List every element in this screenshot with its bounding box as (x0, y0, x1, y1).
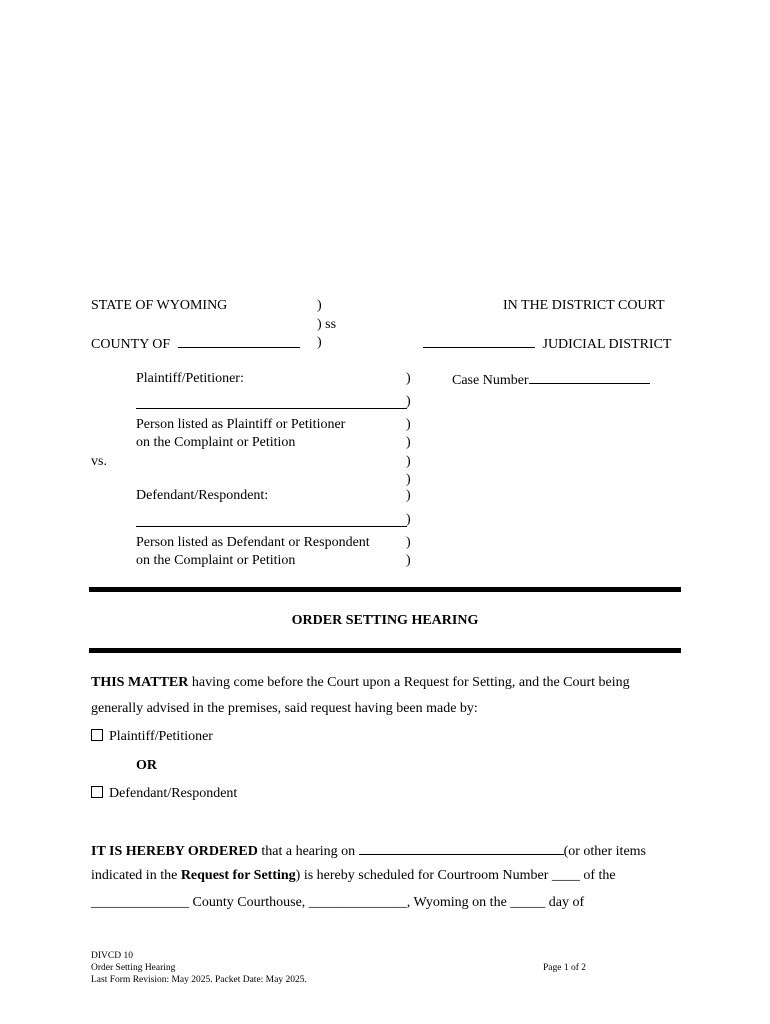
caption-paren: ) (406, 394, 411, 409)
matter-text: having come before the Court upon a Request for Setting, and the Court being (188, 675, 630, 690)
footer-form-name: Order Setting Hearing (91, 963, 176, 973)
caption-paren: ) (406, 535, 411, 550)
caption-paren: ) (406, 488, 411, 503)
plaintiff-label: Plaintiff/Petitioner: (136, 371, 244, 386)
county-label: COUNTY OF (91, 337, 171, 352)
hearing-subject-blank[interactable] (359, 841, 564, 855)
vs-label: vs. (91, 454, 107, 469)
caption-paren: ) (406, 512, 411, 527)
caption-paren: ) (406, 417, 411, 432)
caption-paren: ) (317, 298, 322, 313)
plaintiff-note-2: on the Complaint or Petition (136, 435, 296, 450)
case-number-label: Case Number (452, 373, 529, 388)
line2-a: indicated in the (91, 868, 181, 883)
county-row (91, 334, 300, 354)
case-number-blank[interactable] (529, 370, 650, 384)
district-blank[interactable] (423, 334, 535, 348)
caption-paren: ) (406, 435, 411, 450)
defendant-note-1: Person listed as Defendant or Respondent (136, 535, 370, 550)
plaintiff-checkbox[interactable] (91, 729, 103, 741)
caption-paren: ) (317, 335, 322, 350)
defendant-note-2: on the Complaint or Petition (136, 553, 296, 568)
footer-form-id: DIVCD 10 (91, 951, 133, 961)
ordered-bold: IT IS HEREBY ORDERED (91, 844, 258, 859)
caption-paren: ) (406, 454, 411, 469)
line2-b: ) is hereby scheduled for Courtroom Number ____ of the (295, 868, 616, 883)
option-plaintiff[interactable] (91, 728, 213, 746)
ordered-line2 (91, 867, 616, 885)
matter-paragraph-line1 (91, 674, 630, 692)
ordered-text: that a hearing on (257, 844, 359, 859)
order-title: ORDER SETTING HEARING (291, 613, 479, 628)
title-rule-top (89, 587, 681, 592)
footer-page: Page 1 of 2 (543, 963, 587, 973)
ordered-line3: ______________ County Courthouse, ______________, Wyoming on the _____ day of (91, 895, 585, 910)
matter-paragraph-line2: generally advised in the premises, said request having been made by: (91, 701, 478, 716)
district-row (423, 334, 671, 354)
defendant-label: Defendant/Respondent: (136, 488, 269, 503)
plaintiff-note-1: Person listed as Plaintiff or Petitioner (136, 417, 346, 432)
or-label: OR (136, 758, 157, 773)
footer-revision: Last Form Revision: May 2025. Packet Date: May 2025. (91, 975, 307, 985)
judicial-district-label: JUDICIAL DISTRICT (542, 337, 672, 352)
matter-bold: THIS MATTER (91, 675, 189, 690)
ordered-tail: (or other items (563, 844, 646, 859)
state-label: STATE OF WYOMING (91, 298, 228, 313)
option-defendant[interactable] (91, 785, 237, 803)
option-defendant-label: Defendant/Respondent (109, 786, 238, 801)
option-plaintiff-label: Plaintiff/Petitioner (109, 729, 213, 744)
case-number-row (452, 370, 650, 390)
caption-paren: ) (406, 371, 411, 386)
ordered-line1 (91, 841, 646, 861)
defendant-name-line[interactable] (136, 526, 407, 527)
county-blank[interactable] (178, 334, 300, 348)
plaintiff-name-line[interactable] (136, 408, 407, 409)
title-rule-bottom (89, 648, 681, 653)
court-label: IN THE DISTRICT COURT (503, 298, 665, 313)
caption-paren-ss: ) ss (317, 317, 337, 332)
caption-paren: ) (406, 553, 411, 568)
caption-paren: ) (406, 472, 411, 487)
defendant-checkbox[interactable] (91, 786, 103, 798)
request-for-setting: Request for Setting (180, 868, 296, 883)
